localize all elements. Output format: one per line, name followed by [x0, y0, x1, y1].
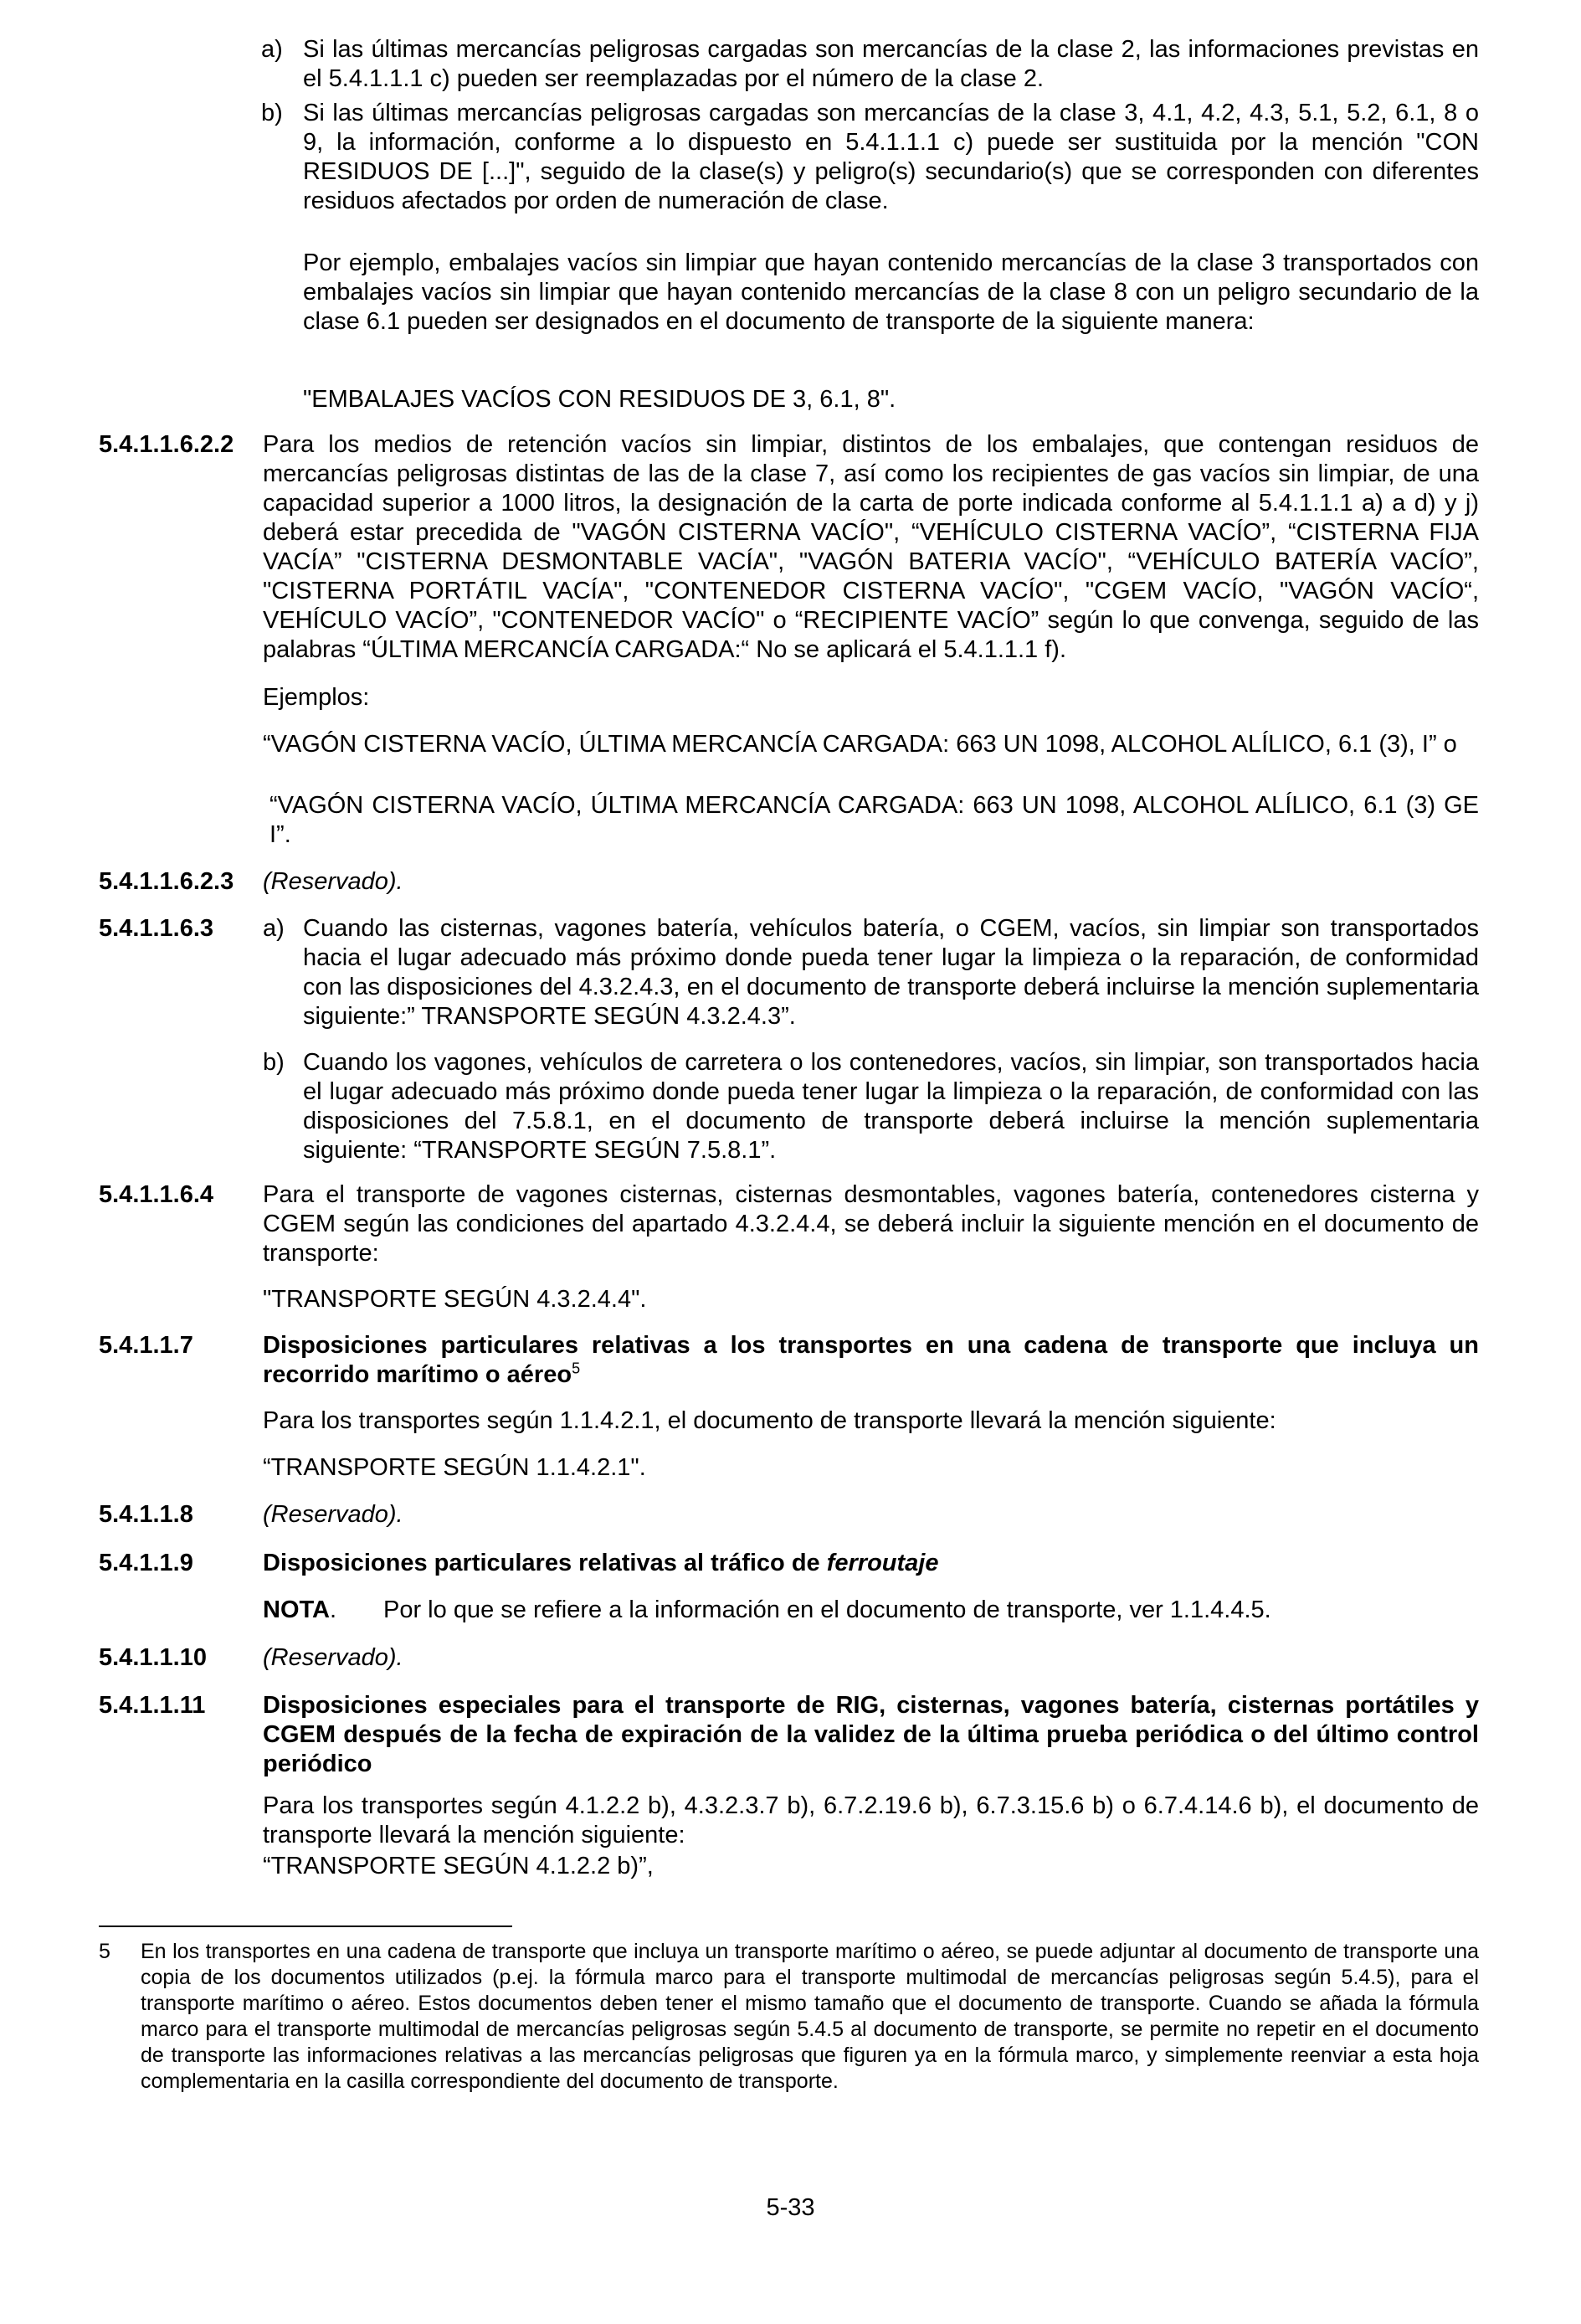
example-2: “VAGÓN CISTERNA VACÍO, ÚLTIMA MERCANCÍA CARGADA: 663 UN 1098, ALCOHOL ALÍLICO, 6.1 (3) GE I”.	[269, 792, 1479, 848]
section-54117-title-text: Disposiciones particulares relativas a los transportes en una cadena de transporte que incluya un recorrido marítimo o aéreo	[263, 1332, 1479, 1388]
page-number: 5-33	[766, 2194, 815, 2221]
section-number-54117: 5.4.1.1.7	[99, 1332, 193, 1359]
section-541163-b-text: Cuando los vagones, vehículos de carretera o los contenedores, vacíos, sin limpiar, son transportados hacia el lugar adecuado más próximo donde pueda tener lugar la limpieza o la reparación, de conformidad con las disposiciones del 7.5.8.1, en el documento de transporte deberá incluirse la mención suplementaria siguiente: “TRANSPORTE SEGÚN 7.5.8.1”.	[303, 1049, 1479, 1164]
section-number-54118: 5.4.1.1.8	[99, 1501, 193, 1528]
example-1: “VAGÓN CISTERNA VACÍO, ÚLTIMA MERCANCÍA CARGADA: 663 UN 1098, ALCOHOL ALÍLICO, 6.1 (3), I” o	[263, 731, 1457, 758]
footnote-reference: 5	[572, 1360, 581, 1377]
section-541111-text: Para los transportes según 4.1.2.2 b), 4.3.2.3.7 b), 6.7.2.19.6 b), 6.7.3.15.6 b) o 6.7.4.14.6 b), el documento de transporte llevará la mención siguiente:	[263, 1792, 1479, 1848]
reserved-541110: (Reservado).	[263, 1644, 403, 1671]
section-541111-title: Disposiciones especiales para el transporte de RIG, cisternas, vagones batería, cisternas portátiles y CGEM después de la fecha de expiración de la validez de la última prueba periódica o del último control periódico	[263, 1692, 1479, 1777]
section-5411622-text: Para los medios de retención vacíos sin limpiar, distintos de los embalajes, que contengan residuos de mercancías peligrosas distintas de las de la clase 7, así como los recipientes de gas vacíos sin limpiar, de una capacidad superior a 1000 litros, la designación de la carta de porte indicada conforme al 5.4.1.1.1 a) a d) y j) deberá estar precedida de "VAGÓN CISTERNA VACÍO", “VEHÍCULO CISTERNA VACÍO”, “CISTERNA FIJA VACÍA” "CISTERNA DESMONTABLE VACÍA", "VAGÓN BATERIA VACÍO", “VEHÍCULO BATERÍA VACÍO”, "CISTERNA PORTÁTIL VACÍA", "CONTENEDOR CISTERNA VACÍO", "CGEM VACÍO, "VAGÓN VACÍO“, VEHÍCULO VACÍO”, "CONTENEDOR VACÍO" o “RECIPIENTE VACÍO” según lo que convenga, seguido de las palabras “ÚLTIMA MERCANCÍA CARGADA:“ No se aplicará el 5.4.1.1.1 f).	[263, 431, 1479, 663]
section-54119-title-italic: ferroutaje	[826, 1550, 939, 1576]
example-paragraph: Por ejemplo, embalajes vacíos sin limpiar que hayan contenido mercancías de la clase 3 transportados con embalajes vacíos sin limpiar que hayan contenido mercancías de la clase 8 con un peligro secundario de la clase 6.1 pueden ser designados en el documento de transporte de la siguiente manera:	[303, 249, 1479, 335]
nota-dot: .	[330, 1596, 337, 1623]
item-b-label: b)	[261, 100, 283, 126]
section-541164-text: Para el transporte de vagones cisternas, cisternas desmontables, vagones batería, contenedores cisterna y CGEM según las condiciones del apartado 4.3.2.4.4, se deberá incluir la siguiente mención en el documento de transporte:	[263, 1181, 1479, 1267]
section-number-541111: 5.4.1.1.11	[99, 1692, 206, 1719]
section-541163-a-text: Cuando las cisternas, vagones batería, vehículos batería, o CGEM, vacíos, sin limpiar son transportados hacia el lugar adecuado más próximo donde pueda tener lugar la limpieza o la reparación, de conformidad con las disposiciones del 4.3.2.4.3, en el documento de transporte deberá incluirse la mención suplementaria siguiente:” TRANSPORTE SEGÚN 4.3.2.4.3”.	[303, 915, 1479, 1030]
section-number-541164: 5.4.1.1.6.4	[99, 1181, 214, 1208]
ejemplos-label: Ejemplos:	[263, 684, 370, 711]
section-number-54119: 5.4.1.1.9	[99, 1550, 193, 1576]
section-54117-title	[263, 1331, 1479, 1390]
footnote-text: En los transportes en una cadena de transporte que incluya un transporte marítimo o aéreo, se puede adjuntar al documento de transporte una copia de los documentos utilizados (p.ej. la fórmula marco para el transporte multimodal de mercancías peligrosas según 5.4.5), para el transporte marítimo o aéreo. Estos documentos deben tener el mismo tamaño que el documento de transporte. Cuando se añada la fórmula marco para el transporte multimodal de mercancías peligrosas según 5.4.5 al documento de transporte, se permite no repetir en el documento de transporte las informaciones relativas a las mercancías peligrosas que figuren ya en la fórmula marco, y simplemente reenviar a esta hoja complementaria en la casilla correspondiente del documento de transporte.	[141, 1940, 1479, 2093]
section-54117-quote: “TRANSPORTE SEGÚN 1.1.4.2.1".	[263, 1454, 646, 1481]
section-54119-title	[263, 1549, 1479, 1578]
footnote-separator	[99, 1926, 512, 1927]
item-b-label-541163: b)	[263, 1049, 285, 1076]
nota-text: Por lo que se refiere a la información en el documento de transporte, ver 1.1.4.4.5.	[383, 1596, 1271, 1623]
section-number-5411622: 5.4.1.1.6.2.2	[99, 431, 234, 458]
section-541164-quote: "TRANSPORTE SEGÚN 4.3.2.4.4".	[263, 1286, 647, 1313]
section-54119-title-text: Disposiciones particulares relativas al tráfico de	[263, 1550, 827, 1576]
reserved-54118: (Reservado).	[263, 1501, 403, 1528]
item-a-label: a)	[261, 36, 283, 63]
section-541111-quote: “TRANSPORTE SEGÚN 4.1.2.2 b)”,	[263, 1853, 654, 1879]
section-54117-text: Para los transportes según 1.1.4.2.1, el documento de transporte llevará la mención siguiente:	[263, 1407, 1276, 1434]
nota-label: NOTA	[263, 1596, 331, 1623]
section-number-541110: 5.4.1.1.10	[99, 1644, 207, 1671]
item-a-label-541163: a)	[263, 915, 285, 942]
section-number-5411623: 5.4.1.1.6.2.3	[99, 868, 234, 895]
example-quote: "EMBALAJES VACÍOS CON RESIDUOS DE 3, 6.1, 8".	[303, 386, 896, 413]
reserved-5411623: (Reservado).	[263, 868, 403, 895]
item-b-text: Si las últimas mercancías peligrosas cargadas son mercancías de la clase 3, 4.1, 4.2, 4.3, 5.1, 5.2, 6.1, 8 o 9, la información, conforme a lo dispuesto en 5.4.1.1.1 c) puede ser sustituida por la mención "CON RESIDUOS DE [...]", seguido de la clase(s) y peligro(s) secundario(s) que se corresponden con diferentes residuos afectados por orden de numeración de clase.	[303, 100, 1479, 214]
footnote-number: 5	[99, 1940, 110, 1963]
section-number-541163: 5.4.1.1.6.3	[99, 915, 214, 942]
item-a-text: Si las últimas mercancías peligrosas cargadas son mercancías de la clase 2, las informaciones previstas en el 5.4.1.1.1 c) pueden ser reemplazadas por el número de la clase 2.	[303, 36, 1479, 92]
